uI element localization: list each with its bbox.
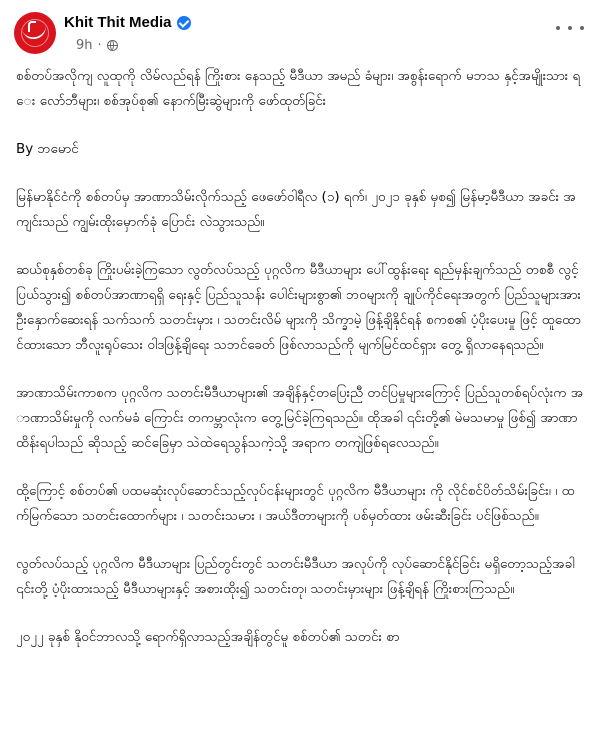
more-options-icon [556, 26, 560, 30]
post-header [14, 8, 586, 60]
page-avatar[interactable] [14, 12, 56, 54]
post-paragraph: ဆယ်စုနှစ်တစ်ခု ကြိုးပမ်းခဲ့ကြသော လွတ်လပ်သည့် ပုဂ္ဂလိက မီဒီယာများ ပေါ်ထွန်းရေး ရည်မှန်းချက်သည် တစစီ လွင့်ပြယ်သွား၍ စစ်တပ်အာဏာရရှိ ရေးနှင့် ပြည်သူသန်း ပေါင်းများစွာ၏ ဘဝများကို ချုပ်ကိုင်ရေးအတွက် ပြည်သူများအား ဦးနှောက်ဆေးရန် သက်သက် သတင်းမှား ၊ သတင်းလိမ် များကို သိက္ခာမဲ့ ဖြန့်ချိနိုင်ရန် စကစ၏ ပံ့ပိုးပေးမှု ဖြင့် ထူထောင်ထားသော ဘီလူးရုပ်သေး ဝါဒဖြန့်ချိရေး သဘင်ခေတ် ဖြစ်လာသည်ကို မျက်မြင်ထင်ရှား တွေ့ ရှိလာနေရသည်။ [16, 262, 581, 353]
post-paragraph: လွတ်လပ်သည့် ပုဂ္ဂလိက မီဒီယာများ ပြည်တွင်းတွင် သတင်းမီဒီယာ အလုပ်ကို လုပ်ဆောင်နိုင်ခြင်း မရှိတော့သည့်အခါ ၎င်းတို့ ပံ့ပိုးထားသည့် မီဒီယာများနှင့် အစားထိုး၍ သတင်းတု၊ သတင်းမှားများ ဖြန့်ချိရန် ကြိုးစားကြသည်။ [16, 556, 575, 597]
post-meta [76, 38, 118, 53]
more-options-button[interactable] [556, 18, 584, 38]
post-body [16, 64, 586, 673]
more-options-icon [568, 26, 572, 30]
post-timestamp[interactable]: 9h [76, 38, 93, 53]
page-name-link[interactable]: Khit Thit Media [64, 14, 172, 31]
post-paragraph: ၂၀၂၂ ခုနှစ် နိုဝင်ဘာလသို့ ရောက်ရှိလာသည့်အချိန်တွင်မူ စစ်တပ်၏ သတင်း စာ [16, 629, 400, 645]
post-paragraph: အာဏာသိမ်းကာစက ပုဂ္ဂလိက သတင်းမီဒီယာများ၏ အချိန်နှင့်တပြေးညီ တင်ပြမှုများကြောင့် ပြည်သူတစ်ရပ်လုံးက အာဏာသိမ်းမှုကို လက်မခံ ကြောင်း တကမ္ဘာလုံးက တွေ့မြင်ခဲ့ကြရသည်။ ထိုအခါ ၎င်းတို့၏ မဲမသမာမှု ဖြစ်၍ အာဏာ ထိန်းရပါသည် ဆိုသည့် ဆင်ခြေမှာ သဲထဲရေသွန်သကဲ့သို့ အရာက တကျဲဖြစ်ရလေသည်။ [16, 385, 584, 451]
page-name-row [64, 14, 191, 31]
post-byline: By ဘမောင် [16, 141, 79, 157]
logo-mark-icon [28, 21, 36, 32]
globe-icon [107, 40, 118, 51]
post-headline: စစ်တပ်အလိုကျ လူထုကို လိမ်လည်ရန် ကြိုးစား နေသည့် မီဒီယာ အမည် ခံများ၊ အစွန်းရောက် မဘသ နှင့်အမျိုးသား ရေး လော်ဘီများ၊ စစ်အုပ်စု၏ နောက်မြီးဆွဲများကို ဖော်ထုတ်ခြင်း [16, 68, 581, 109]
post-paragraph: မြန်မာနိုင်ငံကို စစ်တပ်မှ အာဏာသိမ်းလိုက်သည့် ဖေဖော်ဝါရီလ (၁) ရက်၊ ၂၀၂၁ ခုနှစ် မှစ၍ မြန်မာ့မီဒီယာ အခင်း အကျင်းသည် ကျွမ်းထိုးမှောက်ခုံ ပြောင်း လဲသွားသည်။ [16, 189, 576, 230]
verified-badge-icon [177, 16, 191, 30]
post-paragraph: ထို့ကြောင့် စစ်တပ်၏ ပထမဆုံးလုပ်ဆောင်သည့်လုပ်ငန်းများတွင် ပုဂ္ဂလိက မီဒီယာများ ကို လိုင်စင်ပိတ်သိမ်းခြင်း၊ ၊ ထက်မြက်သော သတင်းထောက်များ ၊ သတင်းသမား ၊ အယ်ဒီတာများကို ပစ်မှတ်ထား ဖမ်းဆီးခြင်း ပင်ဖြစ်သည်။ [16, 483, 575, 524]
meta-separator: · [97, 38, 102, 53]
more-options-icon [580, 26, 584, 30]
